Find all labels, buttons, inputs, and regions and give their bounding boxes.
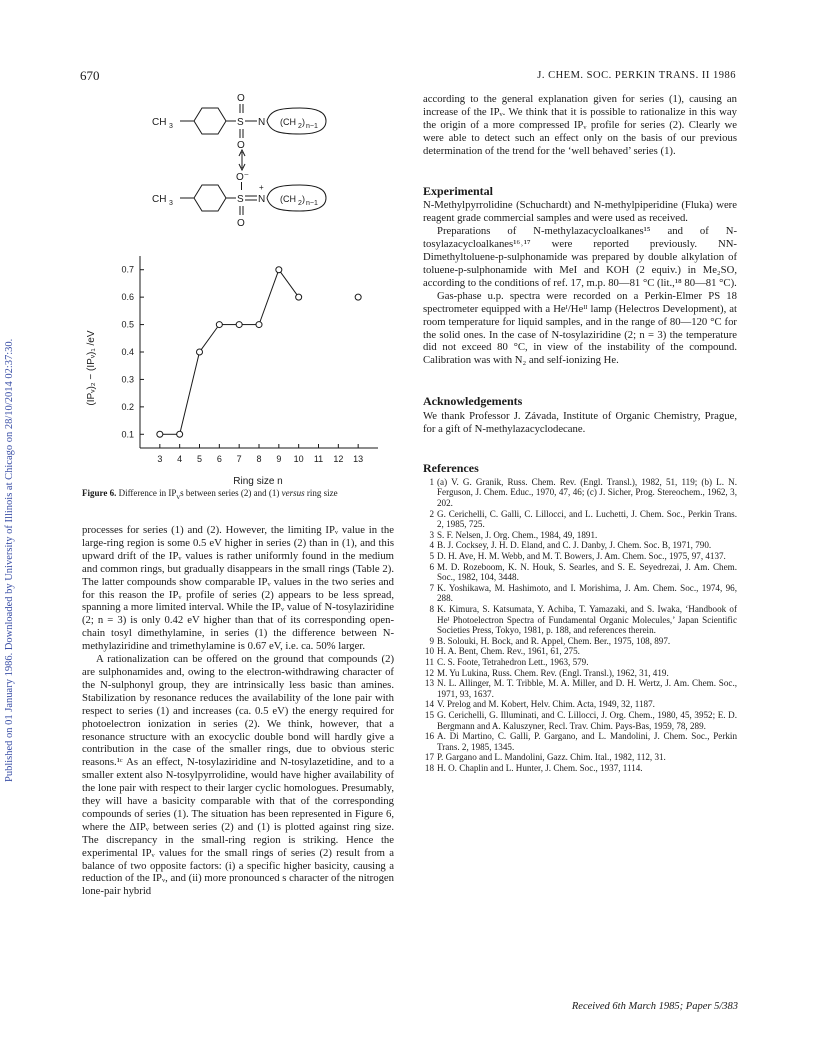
reference-item [423, 530, 737, 541]
data-point [177, 431, 183, 437]
running-head: J. CHEM. SOC. PERKIN TRANS. II 1986 [537, 70, 736, 81]
x-tick-label: 4 [177, 454, 183, 464]
svg-text:3: 3 [169, 123, 173, 130]
figure-label: Figure 6. [82, 488, 117, 498]
reference-item [423, 583, 737, 604]
reference-text: B. Solouki, H. Bock, and R. Appel, Chem. Ber., 1975, 108, 897. [437, 635, 671, 646]
y-tick-label: 0.6 [121, 292, 134, 303]
series-line-segment [281, 272, 297, 295]
reference-text: K. Kimura, S. Katsumata, Y. Achiba, T. Yamazaki, and S. Iwaka, ‘Handbook of Heᴵ Photoelectron Spectra of Fundamental Organic Molecules,’ Japan Scientific Societies Press, Tokyo, 1981, p. 188, and references therein. [437, 603, 737, 636]
reference-text: (a) V. G. Granik, Russ. Chem. Rev. (Engl. Transl.), 1982, 51, 119; (b) L. N. Ferguson, J. Chem. Educ., 1970, 47, 46; (c) J. Sicher, Prog. Stereochem., 1962, 3, 202. [437, 476, 737, 509]
reference-number: 15 [424, 709, 434, 720]
reference-item [423, 710, 737, 731]
data-point [157, 431, 163, 437]
reference-item [423, 657, 737, 668]
svg-text:3: 3 [169, 200, 173, 207]
reference-text: H. A. Bent, Chem. Rev., 1961, 61, 275. [437, 646, 580, 657]
y-tick-label: 0.1 [121, 429, 134, 440]
reference-item [423, 604, 737, 636]
reference-item [423, 752, 737, 763]
svg-text:): ) [302, 194, 305, 204]
right-column [423, 93, 737, 773]
references-list [423, 477, 737, 774]
benzene-ring-top [194, 108, 226, 134]
references-section [423, 462, 737, 774]
reference-number: 6 [429, 561, 434, 572]
data-point [296, 294, 302, 300]
reference-number: 10 [424, 646, 434, 657]
series-line-segment [180, 355, 198, 431]
reference-text: H. O. Chaplin and L. Hunter, J. Chem. Soc., 1937, 1114. [437, 762, 643, 773]
svg-text:n−1: n−1 [306, 200, 318, 207]
reference-text: D. H. Ave, H. M. Webb, and M. T. Bowers, J. Am. Chem. Soc., 1975, 97, 4137. [437, 551, 726, 561]
reference-number: 17 [424, 752, 434, 763]
reference-number: 14 [424, 699, 434, 710]
data-point [355, 294, 361, 300]
benzene-ring-bottom [194, 185, 226, 211]
reference-number: 5 [429, 551, 434, 561]
reference-item [423, 562, 737, 583]
data-point [216, 322, 222, 328]
oxygen-minus: O⁻ [236, 172, 250, 183]
body-paragraph: according to the general explanation given for series (1), causing an increase of the IPᵥ. We think that it is possible to rationalize in this way the origin of a more compressed IPᵥ profile for series (2). Clearly we were able to detect such an effect only on the basis of our previous determination of the trend for the ‘well behaved’ series (1). [423, 93, 737, 157]
data-point [256, 322, 262, 328]
resonance-structures-diagram [150, 86, 380, 236]
reference-item [423, 636, 737, 647]
x-tick-label: 11 [313, 454, 324, 464]
reference-text: N. L. Allinger, M. T. Tribble, M. A. Miller, and D. H. Wertz, J. Am. Chem. Soc., 1971, 93, 1637. [437, 678, 737, 699]
reference-number: 1 [429, 476, 434, 487]
reference-text: V. Prelog and M. Kobert, Helv. Chim. Acta, 1949, 32, 1187. [437, 699, 655, 710]
reference-number: 13 [424, 678, 434, 689]
reference-item [423, 763, 737, 774]
nitrogen-bottom: N [258, 194, 266, 205]
reference-item [423, 509, 737, 530]
svg-text:n−1: n−1 [306, 123, 318, 130]
x-axis-label: Ring size n [233, 476, 283, 487]
body-paragraph: We thank Professor J. Závada, Institute of Organic Chemistry, Prague, for a gift of N-methylazacyclodecane. [423, 410, 737, 436]
nitrogen-top: N [258, 117, 266, 128]
received-date: Received 6th March 1985; Paper 5/383 [571, 1001, 738, 1012]
reference-text: A. Di Martino, C. Galli, P. Gargano, and L. Mandolini, J. Chem. Soc., Perkin Trans. 2, 1985, 1345. [437, 731, 737, 752]
oxygen-top-a: O [237, 93, 245, 104]
x-tick-label: 9 [276, 454, 282, 464]
page-number: 670 [80, 68, 100, 83]
x-tick-label: 12 [333, 454, 344, 464]
y-tick-label: 0.4 [121, 347, 134, 357]
svg-text:2: 2 [298, 200, 302, 207]
x-tick-label: 8 [256, 454, 262, 464]
reference-text: M. Yu Lukina, Russ. Chem. Rev. (Engl. Transl.), 1962, 31, 419. [437, 667, 669, 678]
data-point [276, 267, 282, 273]
reference-number: 4 [429, 540, 434, 551]
reference-item [423, 678, 737, 699]
series-line-segment [201, 327, 217, 350]
download-watermark: Published on 01 January 1986. Downloaded by University of Illinois at Chicago on 28/10/2014 02:37:30. [4, 338, 15, 782]
reference-item [423, 646, 737, 657]
reference-number: 16 [424, 731, 434, 742]
x-tick-label: 5 [196, 454, 203, 464]
data-point [197, 349, 203, 355]
data-point [236, 322, 242, 328]
y-tick-label: 0.2 [121, 401, 134, 412]
reference-text: P. Gargano and L. Mandolini, Gazz. Chim. Ital., 1982, 112, 31. [437, 752, 666, 763]
body-paragraph: Gas-phase u.p. spectra were recorded on a Perkin-Elmer PS 18 spectrometer equipped with a Heᴵ/Heᴵᴵ lamp (Helectros Development), at room temperature for liquid samples, and in the range of 80—120 °C for the solid ones. In the case of N-tosylaziridine (2; n = 3) the temperature did not exceed 80 °C, in view of the instability of the compound. Calibration was with N₂ and self-ionizing He. [423, 289, 737, 367]
y-axis-label: (IPᵥ)₂ − (IPᵥ)₁ /eV [86, 330, 97, 406]
svg-text:(CH: (CH [280, 194, 296, 204]
azacycle-ring-top [267, 108, 326, 134]
reference-number: 8 [429, 603, 434, 614]
reference-number: 3 [429, 529, 434, 540]
sulphur-bottom: S [237, 194, 244, 205]
experimental-section [423, 185, 737, 368]
azacycle-ring-bottom [267, 185, 326, 211]
svg-text:): ) [302, 117, 305, 127]
svg-text:2: 2 [298, 123, 302, 130]
body-paragraph: processes for series (1) and (2). However, the limiting IPᵥ value in the large-ring region is some 0.5 eV higher in series (2) than in (1), and this upward drift of the IPᵥ values is rather uniformly found in the medium and common rings, but gradually disappears in the small rings (Table 2). The latter compounds show comparable IPᵥ values in the two series and for this reason the IPᵥ profile of series (2) appears to be less spread, spanning a more limited interval. While the IPᵥ value of N-tosylaziridine (2; n = 3) is only 0.42 eV higher than that of its corresponding open-chain tosyl dimethylamine, in series (1) the difference between N-methylaziridine and trimethylamine is 0.67 eV, i.e. ca. 50% larger. [82, 524, 394, 653]
reference-item [423, 477, 737, 509]
reference-number: 11 [425, 656, 434, 667]
methyl-label-top: CH [152, 117, 167, 128]
reference-number: 7 [429, 582, 434, 593]
oxygen-bottom: O [237, 218, 245, 229]
svg-text:(CH: (CH [280, 117, 296, 127]
svg-text:+: + [259, 183, 264, 192]
reference-text: K. Yoshikawa, M. Hashimoto, and I. Morishima, J. Am. Chem. Soc., 1974, 96, 288. [437, 582, 737, 604]
x-tick-label: 10 [293, 454, 304, 464]
left-column-text [82, 524, 394, 898]
reference-text: G. Cerichelli, G. Illuminati, and C. Lillocci, J. Org. Chem., 1980, 45, 3952; E. D. Bergmann and A. Kaluszyner, Recl. Trav. Chim. Pays-Bas, 1959, 78, 289. [437, 709, 737, 731]
y-tick-label: 0.3 [121, 374, 134, 385]
reference-item [423, 540, 737, 551]
reference-item [423, 731, 737, 752]
reference-text: B. J. Cocksey, J. H. D. Eland, and C. J. Danby, J. Chem. Soc. B, 1971, 790. [437, 540, 712, 551]
reference-text: M. D. Rozeboom, K. N. Houk, S. Searles, and S. E. Seyedrezai, J. Am. Chem. Soc., 1982, 104, 3448. [437, 561, 737, 583]
x-tick-label: 7 [236, 454, 242, 464]
reference-number: 18 [424, 762, 434, 773]
sulphur-top: S [237, 117, 244, 128]
figure-6-chart [78, 248, 398, 488]
methyl-label-bottom: CH [152, 194, 167, 205]
references-heading: References [423, 460, 479, 475]
reference-number: 12 [424, 667, 434, 678]
body-paragraph: A rationalization can be offered on the ground that compounds (2) are sulphonamides and, owing to the electron-withdrawing character of the N-sulphonyl group, they are intrinsically less basic than amines. Stabilization by resonance reduces the availability of the lone pair with respect to series (1) and increases (ca. 0.5 eV) the energy required for photoelectron ionization in series (2). We think, however, that a resonance structure with an exocyclic double bond will hardly give a contribution in the case of the smaller rings, due to obvious steric reasons.¹ᶜ As an effect, N-tosylaziridine and N-tosylazetidine, and to a smaller extent also N-tosylpyrrolidine, would have higher availability of the lone pair with respect to their larger cyclic homologues. Presumably, they will have a basicity comparable with that of the corresponding compounds of series (1). The situation has been represented in Figure 6, where the ΔIPᵥ between series (2) and (1) is plotted against ring size. The discrepancy in the small-ring region is striking. Hence the experimental IPᵥ values for the small rings of series (2) result from a balance of two opposite factors: (i) a specific higher basicity, causing a reduction of the IPᵥ, and (ii) more pronounced s character of the nitrogen lone-pair hybrid [82, 653, 394, 898]
y-tick-label: 0.5 [121, 319, 134, 330]
figure-caption: Figure 6. Difference in $IP_vs$ between series (2) and (1) versus ring size [82, 488, 338, 501]
reference-item [423, 699, 737, 710]
body-paragraph: N-Methylpyrrolidine (Schuchardt) and N-methylpiperidine (Fluka) were reagent grade commercial samples and were used as received. [423, 199, 737, 225]
x-tick-label: 13 [353, 454, 364, 464]
reference-item [423, 668, 737, 679]
acknowledgements-heading: Acknowledgements [423, 394, 523, 409]
acknowledgements-section [423, 395, 737, 436]
reference-text: S. F. Nelsen, J. Org. Chem., 1984, 49, 1891. [437, 529, 598, 540]
reference-text: C. S. Foote, Tetrahedron Lett., 1963, 579. [437, 656, 589, 667]
x-tick-label: 3 [157, 454, 163, 464]
body-paragraph: Preparations of N-methylazacycloalkanes¹⁵ and of N-tosylazacycloalkanes¹⁶˒¹⁷ were reported previously. NN-Dimethyltoluene-p-sulphonamide was prepared by double alkylation of toluene-p-sulphonamide with MeI and KOH (2 equiv.) in Me₂SO, according to the conditions of ref. 17, m.p. 80—81 °C (lit.,¹⁸ 80—81 °C). [423, 225, 737, 289]
experimental-heading: Experimental [423, 183, 493, 198]
reference-item [423, 551, 737, 562]
x-tick-label: 6 [216, 454, 222, 464]
reference-number: 2 [429, 508, 434, 519]
reference-number: 9 [429, 635, 434, 646]
reference-text: G. Cerichelli, C. Galli, C. Lillocci, and L. Luchetti, J. Chem. Soc., Perkin Trans. 2, 1985, 725. [437, 508, 737, 530]
series-line-segment [260, 273, 278, 322]
y-tick-label: 0.7 [121, 264, 134, 275]
oxygen-top-b: O [237, 140, 245, 151]
